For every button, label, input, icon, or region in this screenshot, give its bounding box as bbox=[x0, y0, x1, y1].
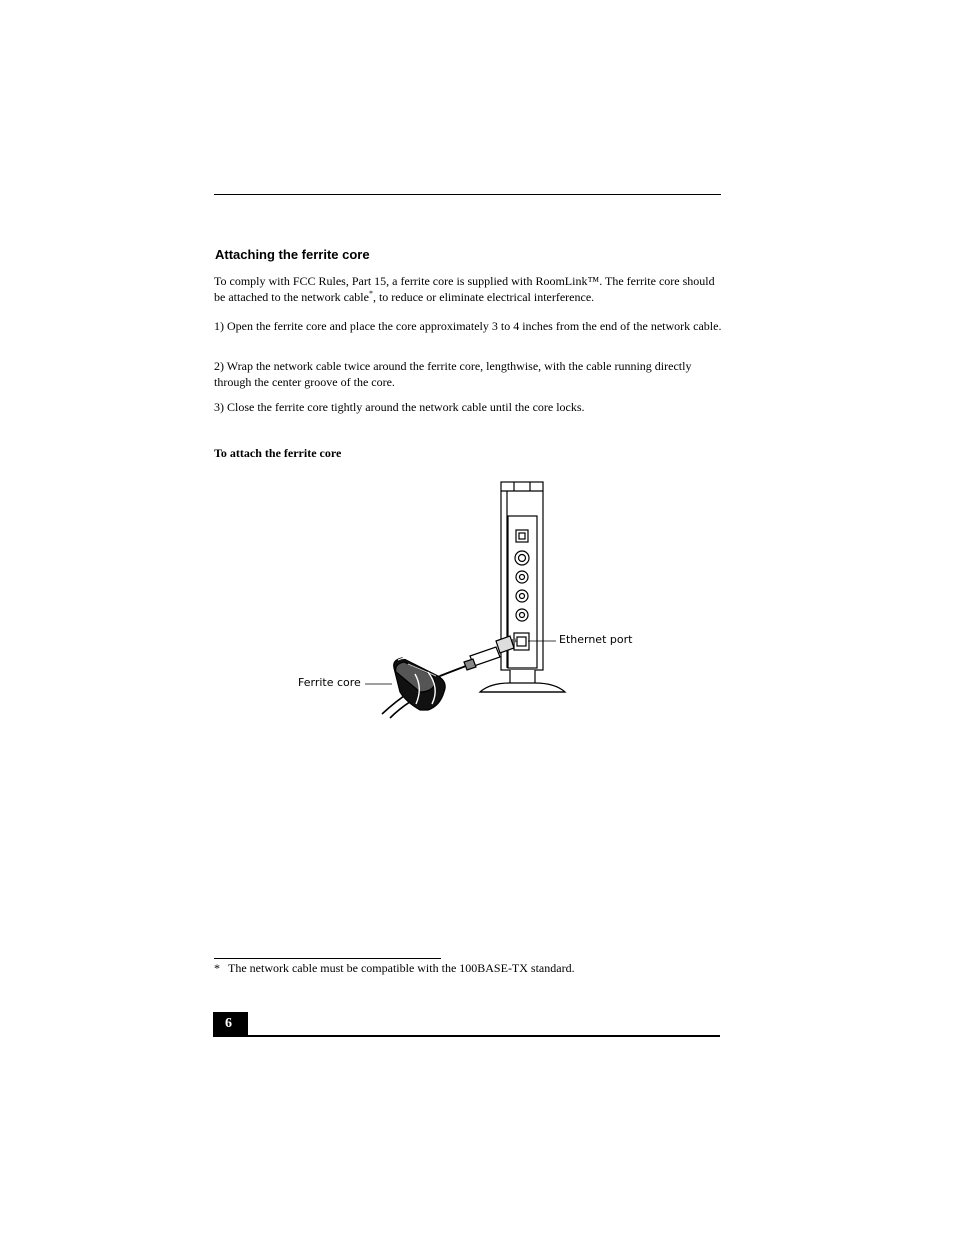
page-number: 6 bbox=[213, 1012, 248, 1036]
footnote-rule bbox=[214, 958, 441, 959]
header-rule bbox=[214, 194, 721, 195]
footnote-text: The network cable must be compatible with the 100BASE-TX standard. bbox=[228, 961, 575, 975]
step-2: 2) Wrap the network cable twice around the ferrite core, lengthwise, with the cable running directly through the center groove of the core. bbox=[214, 359, 692, 389]
intro-text: To comply with FCC Rules, Part 15, a ferrite core is supplied with RoomLink™. The ferrite core should be attached to the network cable bbox=[214, 274, 715, 304]
ethernet-port-label: Ethernet port bbox=[559, 633, 633, 646]
roomlink-device bbox=[480, 482, 565, 692]
intro-text-end: , to reduce or eliminate electrical interference. bbox=[372, 290, 595, 304]
footnote bbox=[214, 961, 575, 976]
ferrite-core bbox=[394, 658, 445, 710]
step-3: 3) Close the ferrite core tightly around the network cable until the core locks. bbox=[214, 400, 585, 414]
footnote-reference: * bbox=[368, 289, 373, 298]
ferrite-core-illustration bbox=[290, 478, 650, 723]
section-heading: Attaching the ferrite core bbox=[215, 247, 370, 262]
footnote-mark: * bbox=[214, 961, 220, 975]
figure-caption: To attach the ferrite core bbox=[214, 446, 342, 460]
intro-paragraph bbox=[214, 273, 724, 305]
ferrite-core-label: Ferrite core bbox=[298, 676, 361, 689]
step-1: 1) Open the ferrite core and place the core approximately 3 to 4 inches from the end of the network cable. bbox=[214, 319, 722, 333]
footer-rule bbox=[213, 1035, 720, 1037]
